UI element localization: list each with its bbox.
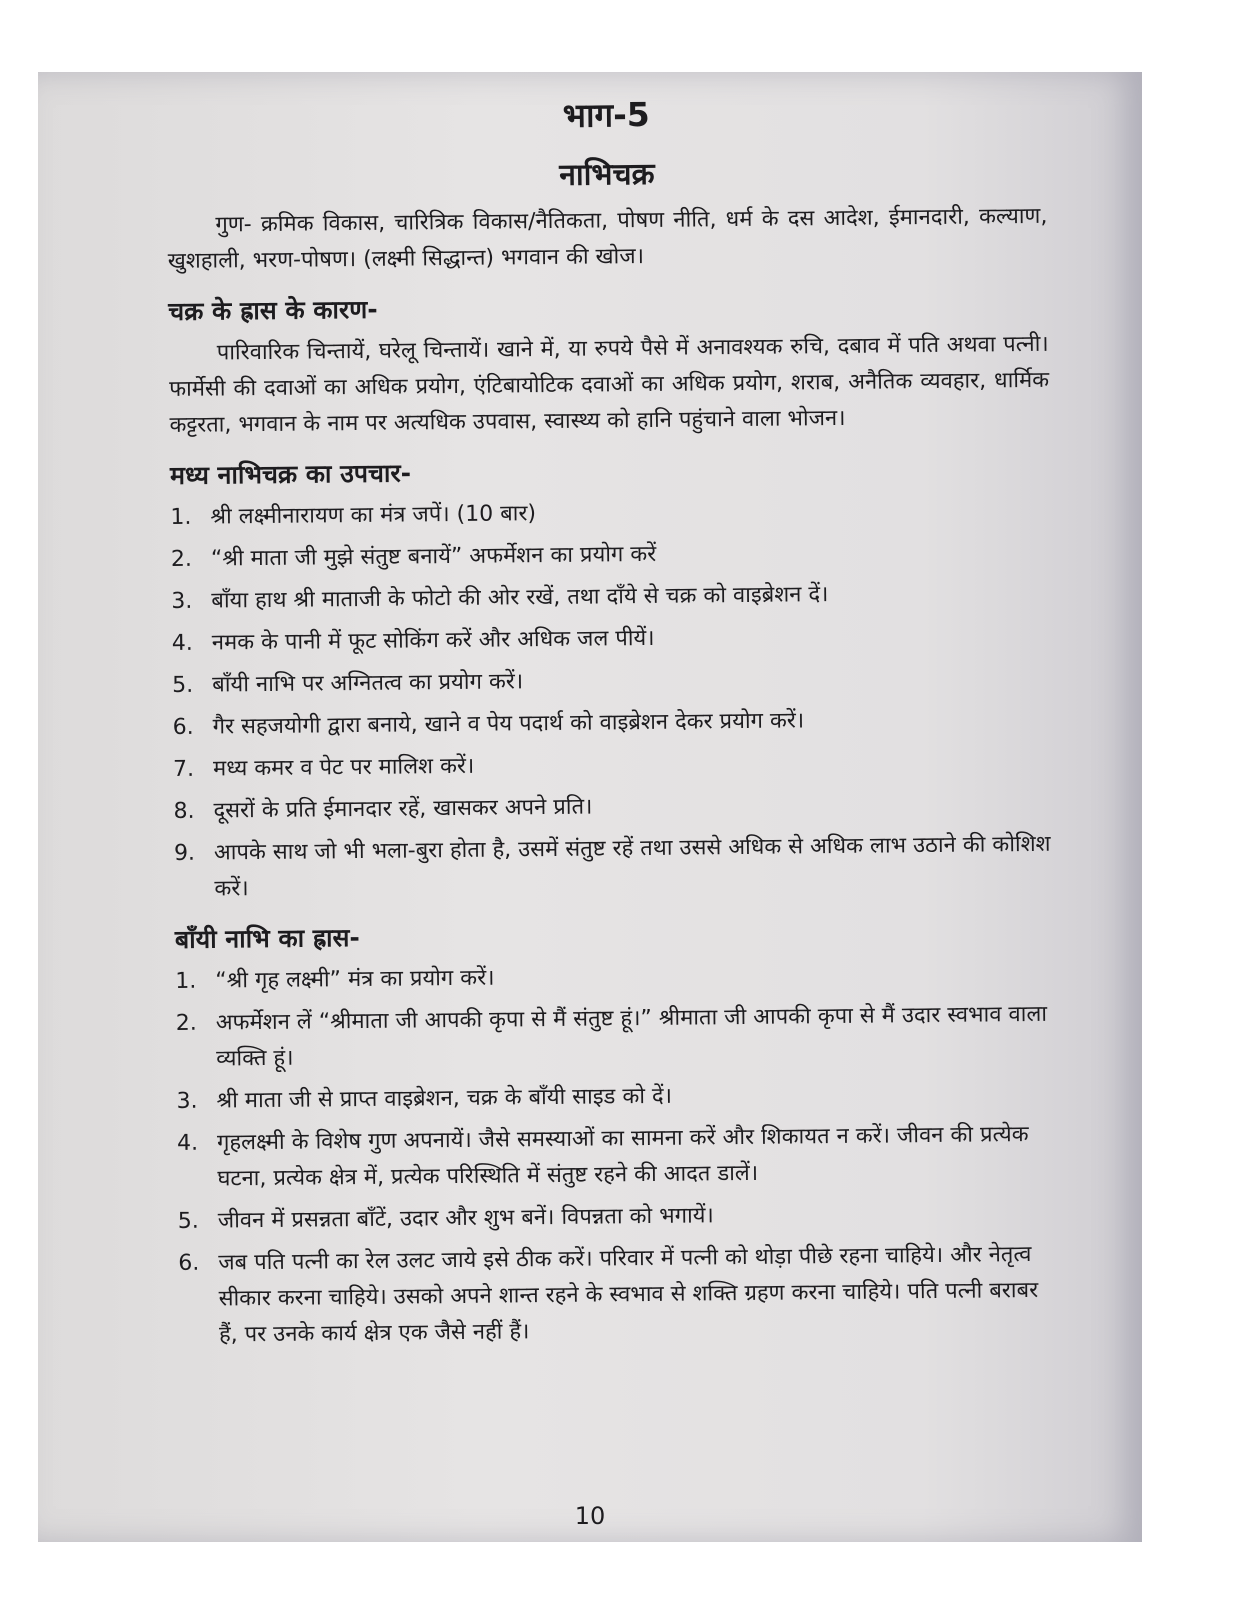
list-item-number: 2.: [170, 546, 193, 572]
list-item-number: 3.: [176, 1088, 198, 1114]
list-item-number: 7.: [172, 756, 195, 782]
list-item: [178, 1237, 1059, 1354]
list-item-number: 1.: [175, 968, 197, 994]
list-item-number: 1.: [170, 504, 192, 530]
list-item: [177, 1117, 1058, 1198]
list-item-number: 4.: [176, 1130, 199, 1156]
list-item-number: 4.: [171, 630, 193, 656]
list-item: [176, 997, 1057, 1078]
list-item: [176, 1075, 1056, 1120]
list-item-text: गैर सहजयोगी द्वारा बनाये, खाने व पेय पदार्थ को वाइब्रेशन देकर प्रयोग करें।: [212, 708, 805, 740]
list-item-text: नमक के पानी में फूट सोकिंग करें और अधिक जल पीयें।: [211, 625, 655, 656]
list-item-number: 5.: [172, 672, 194, 698]
list-item-text: अफर्मेशन लें “श्रीमाता जी आपकी कृपा से मैं संतुष्ट हूं।” श्रीमाता जी आपकी कृपा से मैं उदार स्वभाव वाला व्यक्ति हूं।: [215, 1001, 1048, 1072]
list-item: [173, 743, 1053, 788]
list-item: [171, 575, 1051, 620]
part-title: भाग-5: [562, 94, 650, 135]
list-item-text: बाँयी नाभि पर अग्नितत्व का प्रयोग करें।: [212, 669, 524, 698]
list-item: [170, 491, 1050, 536]
list-item-text: जब पति पत्नी का रेल उलट जाये इसे ठीक करें। परिवार में पत्नी को थोड़ा पीछे रहना चाहिये। और नेतृत्व सीकार करना चाहिये। उसको अपने शान्त रहने के स्वभाव से शक्ति ग्रहण करना चाहिये। पति पत्नी बराबर हैं, पर उनके कार्य क्षेत्र एक जैसे नहीं हैं।: [218, 1242, 1039, 1348]
list-item-text: “श्री माता जी मुझे संतुष्ट बनायें” अफर्मेशन का प्रयोग करें: [210, 541, 657, 572]
list-item: [174, 827, 1055, 908]
middle-nabhi-list: [170, 491, 1054, 908]
page-number: 10: [574, 1502, 606, 1530]
list-item-text: आपके साथ जो भी भला-बुरा होता है, उसमें संतुष्ट रहें तथा उससे अधिक से अधिक लाभ उठाने की कोशिश करें।: [213, 831, 1051, 902]
list-item-text: गृहलक्ष्मी के विशेष गुण अपनायें। जैसे समस्याओं का सामना करें और शिकायत न करें। जीवन की प्रत्येक घटना, प्रत्येक क्षेत्र में, प्रत्येक परिस्थिति में संतुष्ट रहने की आदत डालें।: [216, 1122, 1029, 1192]
list-item-number: 8.: [173, 798, 195, 824]
list-item: [171, 533, 1051, 578]
list-item: [175, 955, 1055, 1000]
list-item-text: बाँया हाथ श्री माताजी के फोटो की ओर रखें, तथा दाँये से चक्र को वाइब्रेशन दें।: [211, 582, 829, 614]
list-item-number: 6.: [178, 1250, 200, 1276]
list-item-number: 9.: [173, 840, 196, 866]
middle-nabhi-heading: मध्य नाभिचक्र का उपचार-: [169, 458, 412, 490]
document-page: [38, 72, 1142, 1542]
left-nabhi-heading: बाँयी नाभि का ह्रास-: [174, 923, 360, 954]
list-item: [172, 617, 1052, 662]
list-item-number: 2.: [175, 1010, 197, 1036]
left-nabhi-list: [175, 955, 1059, 1354]
list-item: [178, 1195, 1058, 1240]
list-item-text: मध्य कमर व पेट पर मालिश करें।: [212, 753, 475, 782]
list-item-text: श्री लक्ष्मीनारायण का मंत्र जपें। (10 बार): [210, 501, 537, 530]
list-item: [172, 701, 1052, 746]
list-item: [173, 785, 1053, 830]
page-content: [166, 81, 1059, 1360]
list-item-text: श्री माता जी से प्राप्त वाइब्रेशन, चक्र के बाँयी साइड को दें।: [216, 1083, 673, 1114]
list-item-text: जीवन में प्रसन्नता बाँटें, उदार और शुभ बनें। विपन्नता को भगायें।: [217, 1203, 714, 1234]
list-item: [172, 659, 1052, 704]
list-item-text: “श्री गृह लक्ष्मी” मंत्र का प्रयोग करें।: [215, 965, 495, 994]
causes-paragraph: पारिवारिक चिन्तायें, घरेलू चिन्तायें। खाने में, या रुपये पैसे में अनावश्यक रुचि, दबाव में पति अथवा पत्नी। फार्मेसी की दवाओं का अधिक प्रयोग, एंटिबायोटिक दवाओं का अधिक प्रयोग, शराब, अनैतिक व्यवहार, धार्मिक कट्टरता, भगवान के नाम पर अत्यधिक उपवास, स्वास्थ्य को हानि पहुंचाने वाला भोजन।: [169, 331, 1050, 438]
list-item-text: दूसरों के प्रति ईमानदार रहें, खासकर अपने प्रति।: [213, 794, 593, 824]
list-item-number: 3.: [171, 588, 193, 614]
list-item-number: 5.: [177, 1208, 199, 1234]
list-item-number: 6.: [172, 714, 194, 740]
qualities-paragraph: गुण- क्रमिक विकास, चारित्रिक विकास/नैतिकता, पोषण नीति, धर्म के दस आदेश, ईमानदारी, कल्याण, खुशहाली, भरण-पोषण। (लक्ष्मी सिद्धान्त) भगवान की खोज।: [167, 203, 1048, 274]
chapter-title: नाभिचक्र: [559, 156, 655, 193]
causes-heading: चक्र के ह्रास के कारण-: [168, 294, 378, 326]
